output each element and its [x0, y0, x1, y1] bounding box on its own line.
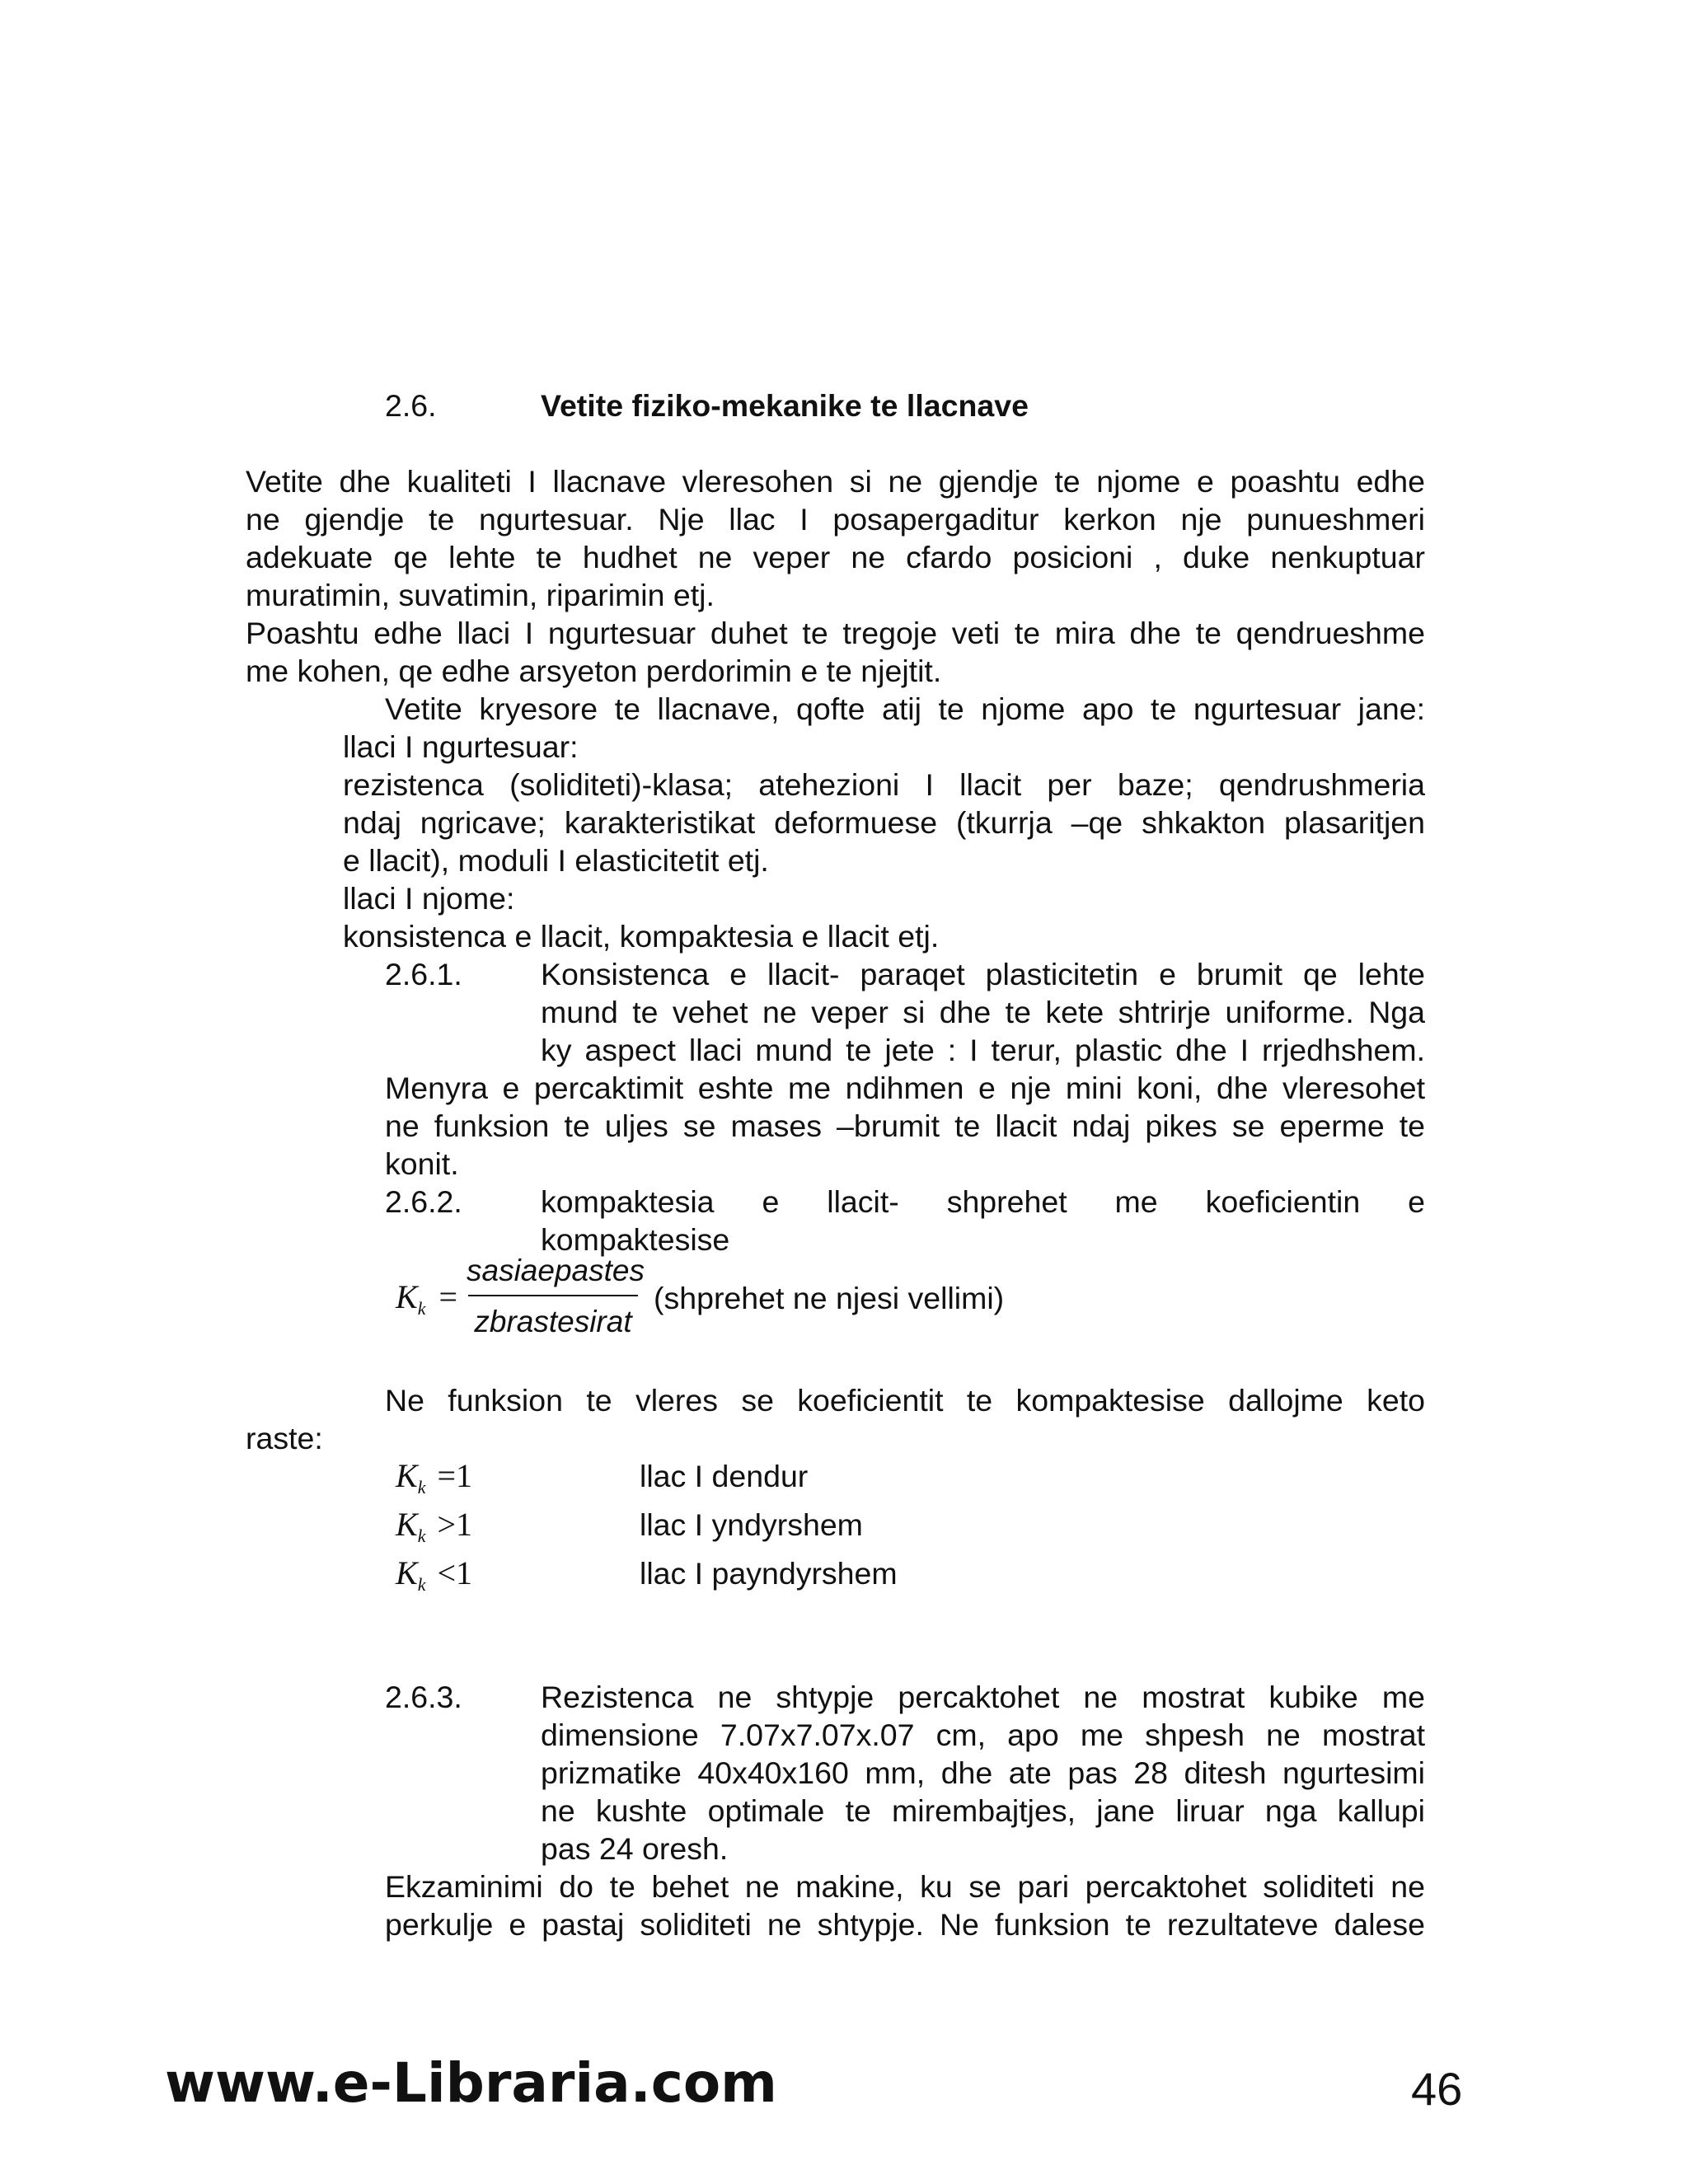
case-2-condition — [396, 1506, 472, 1555]
page-number: 46 — [1411, 2063, 1463, 2115]
intro-p2-line-1: Poashtu edhe llaci I ngurtesuar duhet te tregoje veti te mira dhe te qendrueshme — [246, 616, 1425, 650]
section-number: 2.6. — [385, 388, 437, 423]
formula-denominator: zbrastesirat — [474, 1305, 632, 1338]
intro-p3-line-1: Vetite kryesore te llacnave, qofte atij te njome apo te ngurtesuar jane: — [385, 691, 1425, 726]
sub263-line-2: dimensione 7.07x7.07x.07 cm, apo me shpesh ne mostrat — [541, 1718, 1425, 1752]
sub261-after-line-3: konit. — [385, 1146, 459, 1181]
case-3-relation: <1 — [437, 1554, 473, 1591]
case-3-symbol: K — [396, 1554, 418, 1591]
case-2-relation: >1 — [437, 1506, 473, 1543]
case-1-sub: k — [417, 1477, 426, 1497]
sub261-line-2: mund te vehet ne veper si dhe te kete shtrirje uniforme. Nga — [541, 995, 1425, 1029]
intro-p3-line-2: llaci I ngurtesuar: — [343, 729, 579, 764]
intro-p2-line-2: me kohen, qe edhe arsyeton perdorimin e te njejtit. — [246, 654, 942, 688]
formula-note: (shprehet ne njesi vellimi) — [654, 1281, 1005, 1315]
formula-lhs-sub: k — [417, 1298, 426, 1319]
case-2-symbol: K — [396, 1506, 418, 1543]
sub263-number: 2.6.3. — [385, 1680, 462, 1714]
sub261-line-3: ky aspect llaci mund te jete : I terur, plastic dhe I rrjedhshem. — [541, 1033, 1425, 1067]
intro-p3-line-6: llaci I njome: — [343, 881, 515, 916]
formula-lhs-symbol: K — [396, 1278, 418, 1315]
intro-p3-line-3: rezistenca (soliditeti)-klasa; atehezioni I llacit per baze; qendrushmeria — [343, 767, 1425, 802]
formula-lhs — [396, 1278, 457, 1328]
footer-site-link[interactable]: www.e-Libraria.com — [165, 2051, 777, 2115]
sub262-line-2: kompaktesise — [541, 1222, 730, 1257]
sub263-after-line-1: Ekzaminimi do te behet ne makine, ku se pari percaktohet soliditeti ne — [385, 1869, 1425, 1904]
sub261-after-line-1: Menyra e percaktimit eshte me ndihmen e nje mini koni, dhe vleresohet — [385, 1071, 1425, 1105]
case-1-condition — [396, 1457, 472, 1507]
case-1-relation: =1 — [437, 1457, 473, 1494]
case-2-sub: k — [417, 1526, 426, 1546]
formula-fraction-bar — [468, 1295, 638, 1296]
formula-numerator: sasiaepastes — [467, 1254, 645, 1287]
cases-intro: Ne funksion te vleres se koeficientit te kompaktesise dallojme keto — [385, 1383, 1425, 1418]
case-3-sub: k — [417, 1574, 426, 1595]
sub263-line-1: Rezistenca ne shtypje percaktohet ne mostrat kubike me — [541, 1680, 1425, 1714]
intro-p3-line-4: ndaj ngricave; karakteristikat deformuese (tkurrja –qe shkakton plasaritjen — [343, 805, 1425, 840]
case-2-label: llac I yndyrshem — [640, 1507, 863, 1542]
cases-intro-cont: raste: — [246, 1421, 323, 1455]
sub263-line-5: pas 24 oresh. — [541, 1831, 729, 1866]
intro-p1-line-2: ne gjendje te ngurtesuar. Nje llac I posapergaditur kerkon nje punueshmeri — [246, 502, 1425, 537]
sub263-after-line-2: perkulje e pastaj soliditeti ne shtypje. Ne funksion te rezultateve dalese — [385, 1907, 1425, 1942]
case-1-label: llac I dendur — [640, 1459, 809, 1493]
sub263-line-3: prizmatike 40x40x160 mm, dhe ate pas 28 ditesh ngurtesimi — [541, 1755, 1425, 1790]
intro-p3-line-7: konsistenca e llacit, kompaktesia e llacit etj. — [343, 919, 940, 954]
case-3-label: llac I payndyrshem — [640, 1556, 898, 1591]
sub261-after-line-2: ne funksion te uljes se mases –brumit te llacit ndaj pikes se eperme te — [385, 1108, 1425, 1143]
intro-p1-line-3: adekuate qe lehte te hudhet ne veper ne cfardo posicioni , duke nenkuptuar — [246, 540, 1425, 574]
formula-equals: = — [438, 1278, 458, 1315]
case-3-condition — [396, 1554, 472, 1604]
case-1-symbol: K — [396, 1457, 418, 1494]
intro-p1-line-4: muratimin, suvatimin, riparimin etj. — [246, 578, 715, 612]
sub262-number: 2.6.2. — [385, 1184, 462, 1219]
intro-p1-line-1: Vetite dhe kualiteti I llacnave vleresohen si ne gjendje te njome e poashtu edhe — [246, 464, 1425, 499]
sub261-number: 2.6.1. — [385, 957, 462, 991]
sub262-line-1: kompaktesia e llacit- shprehet me koeficientin e — [541, 1184, 1425, 1219]
section-title: Vetite fiziko-mekanike te llacnave — [541, 388, 1029, 423]
intro-p3-line-5: e llacit), moduli I elasticitetit etj. — [343, 843, 769, 878]
sub261-line-1: Konsistenca e llacit- paraqet plasticitetin e brumit qe lehte — [541, 957, 1425, 991]
sub263-line-4: ne kushte optimale te mirembajtjes, jane liruar nga kallupi — [541, 1793, 1425, 1828]
